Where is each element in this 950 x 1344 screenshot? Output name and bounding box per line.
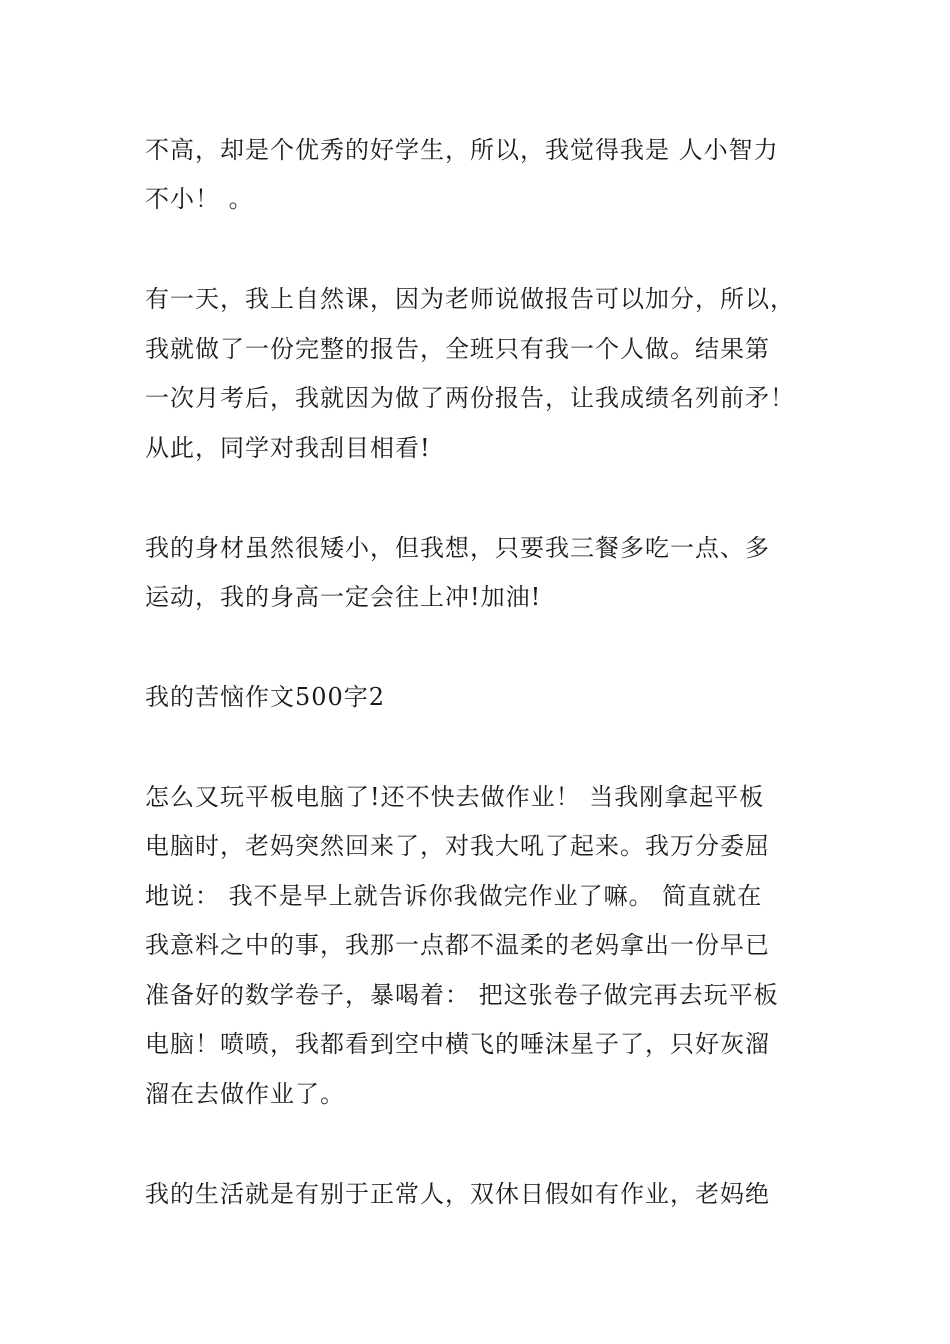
- text-line: 我意料之中的事，我那一点都不温柔的老妈拿出一份早已: [145, 931, 770, 959]
- text-line: 电脑时，老妈突然回来了，对我大吼了起来。我万分委屈: [145, 832, 770, 860]
- section-heading: 我的苦恼作文500字2: [145, 683, 386, 711]
- text-line: 运动，我的身高一定会往上冲!加油!: [145, 583, 542, 611]
- text-line: 我的身材虽然很矮小，但我想，只要我三餐多吃一点、多: [145, 534, 770, 562]
- text-line: 我的生活就是有别于正常人，双休日假如有作业，老妈绝: [145, 1180, 770, 1208]
- text-line: 电脑！喷喷，我都看到空中横飞的唾沫星子了，只好灰溜: [145, 1030, 770, 1058]
- text-line: 从此，同学对我刮目相看!: [145, 434, 431, 462]
- text-line: 有一天，我上自然课，因为老师说做报告可以加分，所以，: [145, 285, 795, 313]
- text-line: 我就做了一份完整的报告，全班只有我一个人做。结果第: [145, 335, 770, 363]
- text-line: 不小！ 。: [145, 185, 254, 213]
- text-line: 不高，却是个优秀的好学生，所以，我觉得我是 人小智力: [145, 136, 779, 164]
- text-line: 溜在去做作业了。: [145, 1080, 345, 1108]
- text-line: 准备好的数学卷子，暴喝着： 把这张卷子做完再去玩平板: [145, 981, 779, 1009]
- text-line: 地说： 我不是早上就告诉你我做完作业了嘛。 简直就在: [145, 882, 763, 910]
- text-line: 怎么又玩平板电脑了!还不快去做作业！ 当我刚拿起平板: [145, 783, 765, 811]
- text-line: 一次月考后，我就因为做了两份报告，让我成绩名列前矛！: [145, 384, 795, 412]
